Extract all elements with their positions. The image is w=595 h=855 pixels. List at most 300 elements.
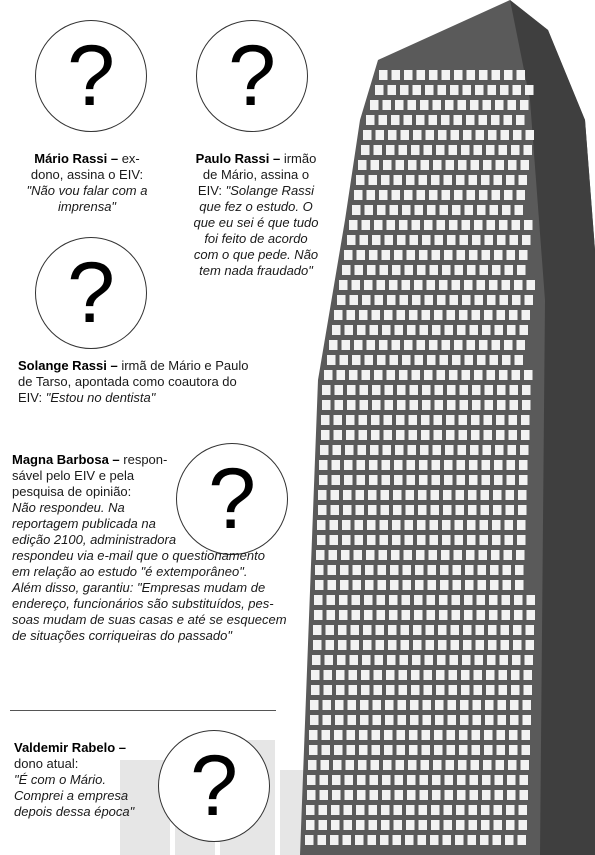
window xyxy=(407,325,416,335)
window xyxy=(343,505,352,515)
window xyxy=(386,145,395,155)
window xyxy=(387,370,396,380)
window xyxy=(329,550,338,560)
window xyxy=(502,355,511,365)
window xyxy=(491,115,500,125)
body-magna-6: Além disso, garantiu: "Empresas mudam de xyxy=(12,580,266,595)
window xyxy=(385,700,394,710)
window xyxy=(367,340,376,350)
window xyxy=(465,355,474,365)
window xyxy=(499,220,508,230)
window xyxy=(309,730,318,740)
window xyxy=(474,670,483,680)
window xyxy=(444,475,453,485)
window xyxy=(442,70,451,80)
window xyxy=(467,265,476,275)
window xyxy=(471,415,480,425)
window xyxy=(457,790,466,800)
window xyxy=(335,385,344,395)
window xyxy=(374,685,383,695)
window xyxy=(417,190,426,200)
window xyxy=(383,100,392,110)
window xyxy=(492,520,501,530)
window xyxy=(478,580,487,590)
window xyxy=(338,640,347,650)
window xyxy=(397,385,406,395)
window xyxy=(370,790,379,800)
window xyxy=(455,265,464,275)
quote-paulo-3: que eu sei é que tudo xyxy=(193,215,319,230)
window xyxy=(435,235,444,245)
window xyxy=(447,745,456,755)
window xyxy=(459,730,468,740)
window xyxy=(478,565,487,575)
window xyxy=(444,820,453,830)
window xyxy=(437,295,446,305)
window xyxy=(364,595,373,605)
window xyxy=(394,475,403,485)
window xyxy=(356,175,365,185)
window xyxy=(371,160,380,170)
window xyxy=(334,730,343,740)
window xyxy=(460,715,469,725)
window xyxy=(471,760,480,770)
window xyxy=(404,340,413,350)
window xyxy=(359,415,368,425)
window xyxy=(463,640,472,650)
window xyxy=(482,775,491,785)
window xyxy=(331,820,340,830)
window xyxy=(396,160,405,170)
window xyxy=(399,685,408,695)
window xyxy=(359,430,368,440)
window xyxy=(356,490,365,500)
window xyxy=(379,115,388,125)
window xyxy=(344,460,353,470)
role-solange-3: EIV: xyxy=(18,390,46,405)
portrait-placeholder-mario: ? xyxy=(35,20,147,132)
window xyxy=(379,550,388,560)
window xyxy=(343,490,352,500)
window xyxy=(348,715,357,725)
quote-mario-1: "Não vou falar com a xyxy=(26,183,148,198)
window xyxy=(437,220,446,230)
window xyxy=(421,160,430,170)
window xyxy=(443,505,452,515)
window xyxy=(504,550,513,560)
window xyxy=(470,775,479,785)
window xyxy=(361,145,370,155)
window xyxy=(431,505,440,515)
window xyxy=(322,730,331,740)
window xyxy=(445,445,454,455)
window xyxy=(306,805,315,815)
window xyxy=(443,490,452,500)
window xyxy=(377,280,386,290)
window xyxy=(344,820,353,830)
window xyxy=(310,715,319,725)
window xyxy=(374,670,383,680)
role-paulo-1: irmão xyxy=(280,151,317,166)
window xyxy=(398,700,407,710)
window xyxy=(477,595,486,605)
window xyxy=(410,700,419,710)
window xyxy=(349,685,358,695)
window xyxy=(311,670,320,680)
window xyxy=(457,460,466,470)
window xyxy=(320,790,329,800)
window xyxy=(315,580,324,590)
window xyxy=(419,175,428,185)
window xyxy=(462,295,471,305)
window xyxy=(372,235,381,245)
window xyxy=(457,250,466,260)
window xyxy=(408,100,417,110)
window xyxy=(520,790,529,800)
window xyxy=(384,430,393,440)
window xyxy=(385,715,394,725)
window xyxy=(394,820,403,830)
window xyxy=(436,670,445,680)
window xyxy=(505,535,514,545)
window xyxy=(492,190,501,200)
window xyxy=(456,505,465,515)
window xyxy=(475,295,484,305)
window xyxy=(367,190,376,200)
window xyxy=(378,580,387,590)
window xyxy=(426,130,435,140)
window xyxy=(333,760,342,770)
window xyxy=(307,775,316,785)
window xyxy=(340,580,349,590)
window xyxy=(468,505,477,515)
window xyxy=(476,130,485,140)
window xyxy=(522,745,531,755)
window xyxy=(372,730,381,740)
name-paulo: Paulo Rassi – xyxy=(195,151,281,166)
role-paulo-3: EIV: xyxy=(197,183,226,198)
window xyxy=(508,160,517,170)
window xyxy=(467,340,476,350)
window xyxy=(475,655,484,665)
window xyxy=(407,775,416,785)
window xyxy=(410,385,419,395)
window xyxy=(412,370,421,380)
window xyxy=(493,505,502,515)
window xyxy=(446,160,455,170)
window xyxy=(406,820,415,830)
window xyxy=(494,175,503,185)
window xyxy=(396,415,405,425)
window xyxy=(418,835,427,845)
window xyxy=(360,715,369,725)
window xyxy=(422,310,431,320)
window xyxy=(505,265,514,275)
portrait-placeholder-magna: ? xyxy=(176,443,288,555)
window xyxy=(502,205,511,215)
window xyxy=(452,595,461,605)
window xyxy=(422,730,431,740)
window xyxy=(402,280,411,290)
name-mario: Mário Rassi – xyxy=(34,151,119,166)
window xyxy=(445,790,454,800)
window xyxy=(492,70,501,80)
role-mario-2: dono, assina o EIV: xyxy=(30,167,144,182)
window xyxy=(393,505,402,515)
window xyxy=(429,70,438,80)
window xyxy=(409,415,418,425)
window xyxy=(415,580,424,590)
window xyxy=(490,580,499,590)
window xyxy=(388,625,397,635)
window xyxy=(446,760,455,770)
window xyxy=(369,805,378,815)
window xyxy=(352,205,361,215)
window xyxy=(509,310,518,320)
window xyxy=(495,100,504,110)
window xyxy=(396,430,405,440)
window xyxy=(467,190,476,200)
window xyxy=(340,565,349,575)
window xyxy=(332,460,341,470)
window xyxy=(366,115,375,125)
window xyxy=(496,160,505,170)
window xyxy=(409,745,418,755)
window xyxy=(357,475,366,485)
window xyxy=(479,340,488,350)
window xyxy=(470,790,479,800)
window xyxy=(499,145,508,155)
window xyxy=(486,685,495,695)
window xyxy=(415,355,424,365)
window xyxy=(420,325,429,335)
window xyxy=(408,160,417,170)
window xyxy=(430,520,439,530)
window xyxy=(389,610,398,620)
window xyxy=(479,115,488,125)
window xyxy=(356,820,365,830)
window xyxy=(507,250,516,260)
window xyxy=(360,235,369,245)
window xyxy=(404,550,413,560)
window xyxy=(439,280,448,290)
window xyxy=(395,775,404,785)
window xyxy=(341,550,350,560)
quote-paulo-5: com o que pede. Não xyxy=(193,247,319,262)
window xyxy=(312,655,321,665)
window xyxy=(497,730,506,740)
window xyxy=(450,655,459,665)
window xyxy=(436,685,445,695)
name-valdemir: Valdemir Rabelo – xyxy=(14,740,126,755)
window xyxy=(491,550,500,560)
window xyxy=(316,550,325,560)
window xyxy=(502,610,511,620)
window xyxy=(372,400,381,410)
window xyxy=(477,205,486,215)
window xyxy=(405,265,414,275)
window xyxy=(319,475,328,485)
window xyxy=(382,325,391,335)
window xyxy=(484,415,493,425)
window xyxy=(500,85,509,95)
window xyxy=(494,820,503,830)
window xyxy=(314,595,323,605)
window xyxy=(469,805,478,815)
window xyxy=(347,310,356,320)
window xyxy=(370,100,379,110)
caption-valdemir xyxy=(14,740,164,820)
window xyxy=(458,445,467,455)
window xyxy=(514,595,523,605)
window xyxy=(337,370,346,380)
window xyxy=(413,625,422,635)
window xyxy=(421,415,430,425)
window xyxy=(511,670,520,680)
body-magna-1: Não respondeu. Na xyxy=(12,500,125,515)
window xyxy=(443,835,452,845)
window xyxy=(477,280,486,290)
window xyxy=(473,715,482,725)
window xyxy=(392,535,401,545)
window xyxy=(448,700,457,710)
window xyxy=(417,520,426,530)
window xyxy=(391,550,400,560)
window xyxy=(382,790,391,800)
window xyxy=(390,355,399,365)
window xyxy=(442,520,451,530)
window xyxy=(331,805,340,815)
quote-paulo-4: foi feito de acordo xyxy=(204,231,308,246)
window xyxy=(520,325,529,335)
window xyxy=(350,295,359,305)
window xyxy=(497,385,506,395)
window xyxy=(373,715,382,725)
window xyxy=(510,235,519,245)
body-magna-2: reportagem publicada na xyxy=(12,516,156,531)
window xyxy=(346,430,355,440)
window xyxy=(446,430,455,440)
window xyxy=(405,520,414,530)
window xyxy=(408,445,417,455)
window xyxy=(328,565,337,575)
role-magna-3: pesquisa de opinião: xyxy=(12,484,132,499)
window xyxy=(469,250,478,260)
role-magna-1: respon- xyxy=(119,452,168,467)
window xyxy=(482,325,491,335)
window xyxy=(357,790,366,800)
window xyxy=(339,280,348,290)
window xyxy=(508,100,517,110)
window xyxy=(507,325,516,335)
window xyxy=(479,550,488,560)
window xyxy=(344,250,353,260)
window xyxy=(434,730,443,740)
window xyxy=(376,625,385,635)
window xyxy=(515,355,524,365)
window xyxy=(517,535,526,545)
window xyxy=(447,730,456,740)
window xyxy=(344,805,353,815)
window xyxy=(492,340,501,350)
window xyxy=(409,310,418,320)
window xyxy=(454,115,463,125)
window xyxy=(457,775,466,785)
window xyxy=(425,655,434,665)
window xyxy=(404,70,413,80)
window xyxy=(445,325,454,335)
window xyxy=(506,505,515,515)
window xyxy=(387,295,396,305)
window xyxy=(393,490,402,500)
window xyxy=(372,385,381,395)
window xyxy=(401,130,410,140)
window xyxy=(348,700,357,710)
window xyxy=(421,760,430,770)
window xyxy=(416,115,425,125)
window xyxy=(523,700,532,710)
window xyxy=(360,700,369,710)
window xyxy=(395,445,404,455)
window xyxy=(464,595,473,605)
window xyxy=(450,85,459,95)
window xyxy=(504,115,513,125)
window xyxy=(327,595,336,605)
window xyxy=(488,130,497,140)
window xyxy=(326,640,335,650)
window xyxy=(513,625,522,635)
window xyxy=(430,535,439,545)
window xyxy=(447,400,456,410)
window xyxy=(342,340,351,350)
window xyxy=(398,715,407,725)
window xyxy=(468,490,477,500)
window xyxy=(417,535,426,545)
window xyxy=(427,595,436,605)
window xyxy=(390,205,399,215)
window xyxy=(517,190,526,200)
window xyxy=(440,580,449,590)
window xyxy=(474,370,483,380)
window xyxy=(521,430,530,440)
window xyxy=(526,130,535,140)
window xyxy=(513,85,522,95)
window xyxy=(434,430,443,440)
window xyxy=(381,175,390,185)
window xyxy=(388,130,397,140)
window xyxy=(426,625,435,635)
window xyxy=(438,85,447,95)
window xyxy=(397,235,406,245)
window xyxy=(337,295,346,305)
window xyxy=(400,295,409,305)
window xyxy=(524,370,533,380)
body-magna-7: endereço, funcionários são substituídos, pes- xyxy=(12,596,274,611)
window xyxy=(374,220,383,230)
window xyxy=(442,265,451,275)
window xyxy=(425,295,434,305)
window xyxy=(524,670,533,680)
window xyxy=(448,715,457,725)
window xyxy=(470,100,479,110)
window xyxy=(321,430,330,440)
window xyxy=(376,640,385,650)
window xyxy=(347,235,356,245)
window xyxy=(521,760,530,770)
window xyxy=(440,355,449,365)
window xyxy=(333,445,342,455)
window xyxy=(370,445,379,455)
